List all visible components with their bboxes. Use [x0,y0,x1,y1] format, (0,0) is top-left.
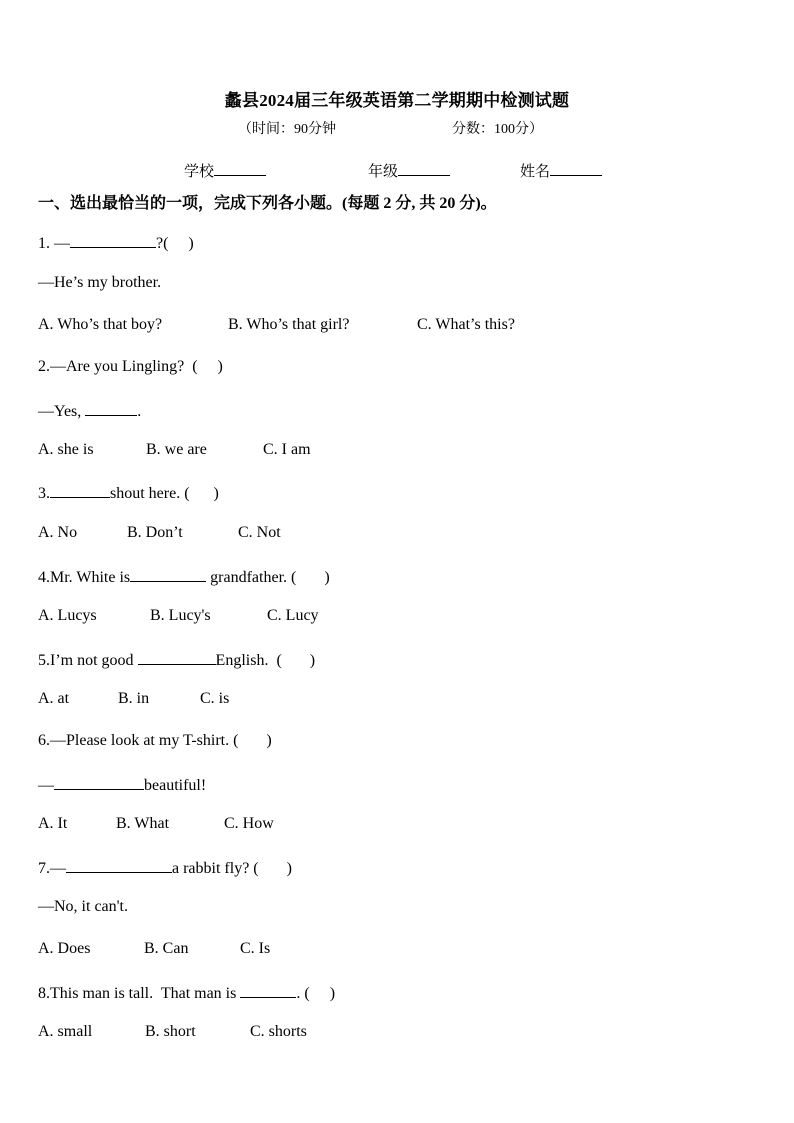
option-b[interactable]: B. Don’t [127,524,183,541]
question-4 [38,566,330,587]
question-8-suffix: . ( ) [296,985,336,1002]
question-2-options [38,441,311,459]
question-5 [38,649,315,670]
option-c[interactable]: C. How [224,815,274,832]
question-1 [38,232,194,253]
option-c[interactable]: C. What’s this? [417,316,515,333]
question-2-blank[interactable] [85,400,137,416]
option-b[interactable]: B. Lucy's [150,607,211,624]
question-6-reply [38,774,206,795]
question-2-reply-prefix: —Yes, [38,403,86,420]
option-b[interactable]: B. we are [146,441,207,458]
question-8-blank[interactable] [240,982,296,998]
question-3-options [38,524,281,542]
option-a[interactable]: A. No [38,524,78,541]
question-1-reply: —He’s my brother. [38,274,162,291]
option-b[interactable]: B. short [145,1023,196,1040]
option-b[interactable]: B. Can [144,940,189,957]
question-3-suffix: shout here. ( ) [110,485,219,502]
question-7-reply: —No, it can't. [38,898,128,915]
question-5-prefix: 5.I’m not good [38,652,138,669]
school-blank[interactable] [214,161,266,176]
question-3-blank[interactable] [50,482,110,498]
option-b[interactable]: B. in [118,690,150,707]
question-4-blank[interactable] [130,566,206,582]
question-7 [38,857,292,878]
question-7-blank[interactable] [66,857,172,873]
question-1-blank[interactable] [70,232,156,248]
question-1-options [38,316,515,334]
option-a[interactable]: A. Does [38,940,91,957]
grade-label: 年级 [368,164,399,180]
option-a[interactable]: A. Who’s that boy? [38,316,163,333]
option-c[interactable]: C. is [200,690,230,707]
grade-blank[interactable] [398,161,450,176]
section-heading: 一、选出最恰当的一项，完成下列各小题。(每题 2 分, 共 20 分)。 [38,195,497,212]
name-field [520,160,602,181]
option-a[interactable]: A. small [38,1023,93,1040]
question-2: 2.—Are you Lingling? ( ) [38,358,223,375]
option-b[interactable]: B. Who’s that girl? [228,316,350,333]
question-6-options [38,815,274,833]
question-2-reply-suffix: . [137,403,142,420]
option-a[interactable]: A. Lucys [38,607,97,624]
school-field [184,160,266,181]
exam-time: （时间：90分钟 [238,122,336,137]
option-c[interactable]: C. Not [238,524,281,541]
question-4-prefix: 4.Mr. White is [38,569,131,586]
question-3 [38,482,219,503]
option-a[interactable]: A. It [38,815,68,832]
page-title: 蠡县2024届三年级英语第二学期期中检测试题 [224,91,570,110]
question-1-suffix: ?( ) [156,235,194,252]
question-7-suffix: a rabbit fly? ( ) [172,860,292,877]
question-4-suffix: grandfather. ( ) [206,569,330,586]
option-c[interactable]: C. I am [263,441,311,458]
option-b[interactable]: B. What [116,815,170,832]
grade-field [368,160,450,181]
option-c[interactable]: C. Lucy [267,607,319,624]
question-6-reply-prefix: — [38,777,54,794]
option-a[interactable]: A. at [38,690,70,707]
option-c[interactable]: C. Is [240,940,271,957]
question-1-prefix: 1. — [38,235,70,252]
question-4-options [38,607,319,625]
question-6-blank[interactable] [54,774,144,790]
question-8-prefix: 8.This man is tall. That man is [38,985,241,1002]
name-blank[interactable] [550,161,602,176]
question-6-reply-suffix: beautiful! [144,777,207,794]
question-5-blank[interactable] [138,649,216,665]
question-7-options [38,940,270,958]
name-label: 姓名 [520,164,551,180]
school-label: 学校 [184,164,215,180]
question-5-suffix: English. ( ) [215,652,316,669]
question-2-reply [38,400,141,421]
option-a[interactable]: A. she is [38,441,94,458]
exam-score: 分数：100分） [452,122,543,137]
question-7-prefix: 7.— [38,860,66,877]
question-5-options [38,690,229,708]
question-3-prefix: 3. [38,485,50,502]
question-8 [38,982,335,1003]
question-8-options [38,1023,307,1041]
option-c[interactable]: C. shorts [250,1023,307,1040]
question-6: 6.—Please look at my T-shirt. ( ) [38,732,272,749]
